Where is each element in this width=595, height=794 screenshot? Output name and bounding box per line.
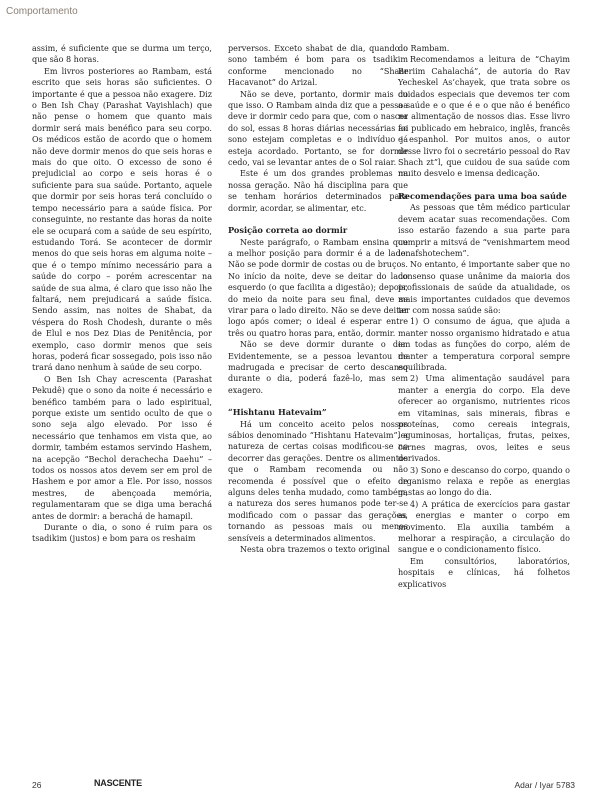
paragraph: perversos. Exceto shabat de dia, quando o sono também é bom para os tsadikim conforme mencionado no “Shaar Hacavanot” do Arizal. [228, 44, 408, 88]
paragraph: Há um conceito aceito pelos nossos sábios denominado “Hishtanu Hatevaim”, a natureza de certas coisas modificou-se no decorrer das gerações. Dentre os alimentos que o Rambam recomenda ou não recomenda é possível que o efeito de alguns deles tenha mudado, como também, a natureza dos seres humanos pode ter-se modificado com o passar das gerações, tornando as pessoas mais ou menos sensíveis a determinados alimentos. [228, 419, 408, 543]
magazine-logo: NASCENTE [94, 778, 142, 788]
paragraph: 2) Uma alimentação saudável para manter a energia do corpo. Ela deve oferecer ao organismo, nutrientes ricos em vitaminas, sais minerais, fibras e proteínas, como cereais integrais, leguminosas, hortaliças, frutas, peixes, carnes magras, ovos, leites e seus derivados. [398, 374, 570, 464]
paragraph: Não se deve dormir durante o dia. Evidentemente, se a pessoa levantou de madrugada e precisar de certo descanso durante o dia, poderá fazê-lo, mas sem exagero. [228, 340, 408, 395]
paragraph: As pessoas que têm médico particular devem acatar suas recomendações. Com isso estarão fazendo a sua parte para cumprir a mitsvá de “venishmartem meod lenafshotechem”. [398, 203, 570, 258]
paragraph: 1) O consumo de água, que ajuda a manter nosso organismo hidratado e atua em todas as funções do corpo, além de manter a temperatura corporal sempre equilibrada. [398, 317, 570, 372]
running-head: Comportamento [6, 6, 78, 17]
issue-date: Adar / Iyar 5783 [514, 780, 575, 790]
column-3 [398, 43, 570, 590]
paragraph: do Rambam. [398, 44, 450, 53]
paragraph: Durante o dia, o sono é ruim para os tsadikim (justos) e bom para os reshaim [32, 523, 212, 544]
paragraph: No entanto, é importante saber que no consenso quase unânime da maioria dos profissionais de saúde da atualidade, os mais importantes cuidados que devemos ter com nossa saúde são: [398, 260, 570, 315]
paragraph: O Ben Ish Chay acrescenta (Parashat Pekudê) que o sono da noite é necessário e benéfico também para o lado espiritual, porque existe um sentido oculto de que o sono seja algo elevado. Por isso é necessário que tenhamos em vista que, ao dormir, também estamos servindo Hashem, na acepção “Bechol derachecha Daehu” – todos os nossos atos devem ser em prol de Hashem e por amor a Ele. Por isso, nossos mestres, de abençoada memória, regulamentaram que se diga uma berachá antes de dormir: a berachá de hamapil. [32, 374, 212, 521]
section-heading: Posição correta ao dormir [228, 225, 348, 236]
paragraph: Não se deve, portanto, dormir mais do que isso. O Rambam ainda diz que a pessoa deve ir dormir cedo para que, com o nascer do sol, essas 8 horas diárias necessárias ao sono estejam completas e o indivíduo já esteja acordado. Portanto, se for dormir cedo, vai se levantar antes de o Sol raiar. [228, 89, 408, 168]
column-1 [32, 43, 212, 545]
paragraph: Este é um dos grandes problemas na nossa geração. Não há disciplina para que se tenham horários determinados para dormir, acordar, se alimentar, etc. [228, 169, 408, 213]
paragraph: Em livros posteriores ao Rambam, está escrito que seis horas são suficientes. O importante é que a pessoa não exagere. Diz o Ben Ish Chay (Parashat Vayishlach) que não pense o homem que quanto mais dormir será mais benéfico para seu corpo. Os médicos estão de acordo que o homem não deve dormir menos do que seis horas e mais do que oito. O excesso de sono é prejudicial ao corpo e seis horas é o suficiente para sua saúde. Portanto, aquele que dormir por seis horas terá concluído o tempo necessário para a saúde física. Por conseguinte, no restante das horas da noite ele se ocupará com a saúde de seu espírito, estudando Torá. Se acontecer de dormir menos do que seis horas em alguma noite – que é o tempo mínimo necessário para a saúde do corpo – porém acrescentar na saúde de sua alma, é claro que isso não lhe faltará, nem prejudicará a saúde física. Sendo assim, nas noites de Shabat, da véspera do Rosh Chodesh, durante o mês de Elul e nos Dez Dias de Penitência, por exemplo, caso dormir menos que seis horas, poderá ficar sossegado, pois isso não trará dano nenhum à saúde de seu corpo. [32, 66, 212, 373]
paragraph: assim, é suficiente que se durma um terço, que são 8 horas. [32, 44, 212, 65]
paragraph: Recomendamos a leitura de “Chayim Beriim Cahalachá”, de autoria do Rav Yecheskel As’chayek, que trata sobre os cuidados especiais que devemos ter com a saúde e o que é e o que não é benéfico na alimentação de nossos dias. Esse livro foi publicado em hebraico, inglês, francês e espanhol. Por muitos anos, o autor desse livro foi o secretário pessoal do Rav Shach zt”l, que cuidou de sua saúde com muito desvelo e imensa dedicação. [398, 55, 570, 179]
paragraph: 4) A prática de exercícios para gastar as energias e manter o corpo em movimento. Ela auxilia também a melhorar a respiração, a circulação do sangue e o condicionamento físico. [398, 499, 570, 555]
paragraph: Em consultórios, laboratórios, hospitais e clínicas, há folhetos explicativos [398, 556, 570, 589]
paragraph: Neste parágrafo, o Rambam ensina que a melhor posição para dormir é a de lado. Não se pode dormir de costas ou de bruços. No início da noite, deve se deitar do lado esquerdo (o que facilita a digestão); depois, do meio da noite para seu final, deve se virar para o lado direito. Não se deve deitar logo após comer; o ideal é esperar entre três ou quatro horas para, então, dormir. [228, 237, 408, 338]
column-2 [228, 43, 408, 555]
section-heading: Recomendações para uma boa saúde [398, 190, 567, 201]
page-number: 26 [32, 780, 42, 790]
paragraph: 3) Sono e descanso do corpo, quando o organismo relaxa e repõe as energias gastas ao longo do dia. [398, 465, 570, 498]
section-heading: “Hishtanu Hatevaim” [228, 407, 327, 418]
paragraph: Nesta obra trazemos o texto original [240, 545, 390, 555]
